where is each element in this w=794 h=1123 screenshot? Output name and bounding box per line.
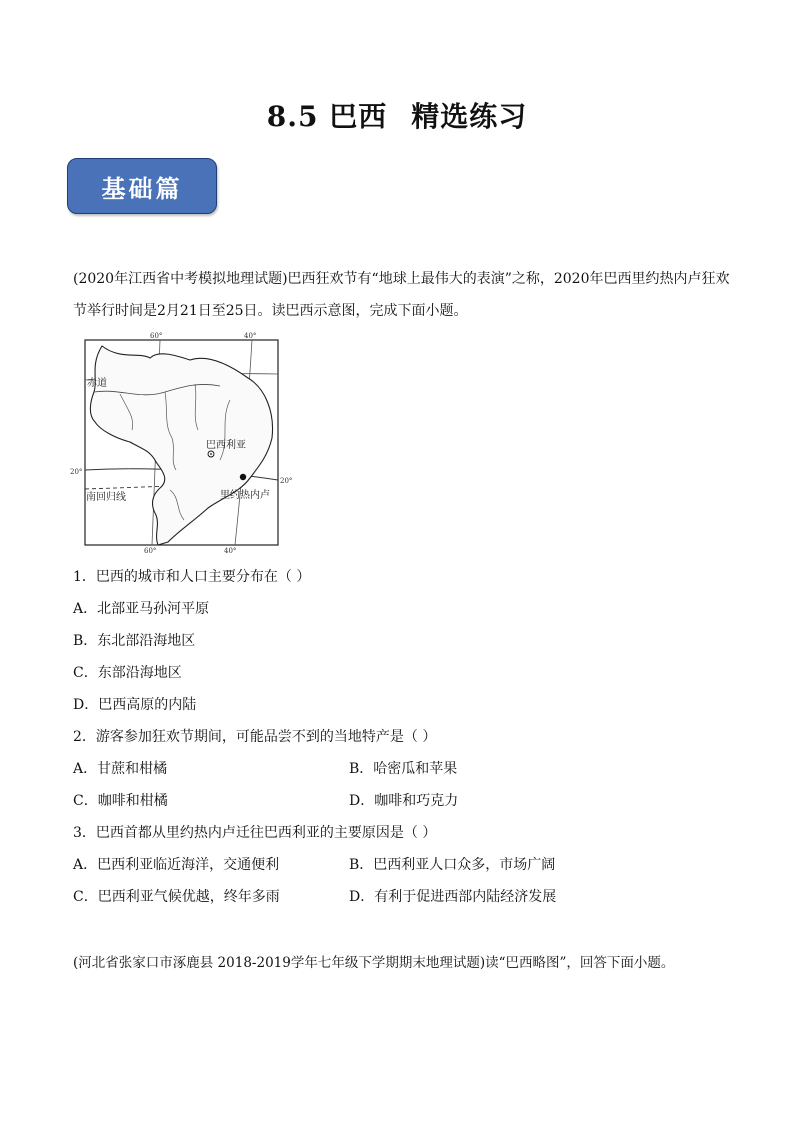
label-rio: 里约热内卢 (220, 490, 270, 501)
label-bottom-60: 60° (144, 547, 157, 555)
rio-marker (240, 474, 246, 480)
question-3-stem: 3．巴西首都从里约热内卢迁往巴西利亚的主要原因是（ ） (73, 825, 437, 841)
question-1-option-a[interactable]: A．北部亚马孙河平原 (73, 601, 210, 617)
brazil-map-figure (70, 330, 298, 555)
label-left-20: 20° (70, 468, 83, 476)
label-right-20: 20° (280, 477, 293, 485)
question-1-option-c[interactable]: C．东部沿海地区 (73, 665, 182, 681)
label-top-40: 40° (244, 332, 257, 340)
passage1-line1: (2020年江西省中考模拟地理试题)巴西狂欢节有“地球上最伟大的表演”之称，2020年巴西里约热内卢狂欢 (73, 271, 730, 287)
question-2-option-b[interactable]: B．哈密瓜和苹果 (349, 761, 458, 777)
label-brasilia: 巴西利亚 (206, 440, 246, 451)
label-tropic: 南回归线 (86, 492, 126, 503)
question-3-option-d[interactable]: D．有利于促进西部内陆经济发展 (349, 889, 557, 905)
question-1-stem: 1．巴西的城市和人口主要分布在（ ） (73, 569, 311, 585)
question-3-option-a[interactable]: A．巴西利亚临近海洋，交通便利 (73, 857, 280, 873)
passage2-source: (河北省张家口市涿鹿县 2018-2019学年七年级下学期期末地理试题)读“巴西略图”，回答下面小题。 (73, 955, 675, 971)
question-1-option-b[interactable]: B．东北部沿海地区 (73, 633, 196, 649)
page-title (0, 95, 794, 135)
label-equator: 赤道 (87, 378, 107, 389)
question-3-option-c[interactable]: C．巴西利亚气候优越，终年多雨 (73, 889, 280, 905)
label-top-60: 60° (150, 332, 163, 340)
question-3-option-b[interactable]: B．巴西利亚人口众多，市场广阔 (349, 857, 556, 873)
question-1-option-d[interactable]: D．巴西高原的内陆 (73, 697, 197, 713)
title-number: 8.5 (266, 100, 319, 133)
label-bottom-40: 40° (224, 547, 237, 555)
question-2-option-d[interactable]: D．咖啡和巧克力 (349, 793, 459, 809)
brazil-map (70, 330, 298, 555)
title-subject: 巴西 (329, 100, 388, 133)
question-2-option-a[interactable]: A．甘蔗和柑橘 (73, 761, 168, 777)
section-badge: 基础篇 (67, 158, 217, 214)
passage1-line2: 节举行时间是2月21日至25日。读巴西示意图，完成下面小题。 (73, 303, 468, 319)
title-subtitle: 精选练习 (411, 100, 528, 133)
question-2-stem: 2．游客参加狂欢节期间，可能品尝不到的当地特产是（ ） (73, 729, 437, 745)
question-2-option-c[interactable]: C．咖啡和柑橘 (73, 793, 168, 809)
